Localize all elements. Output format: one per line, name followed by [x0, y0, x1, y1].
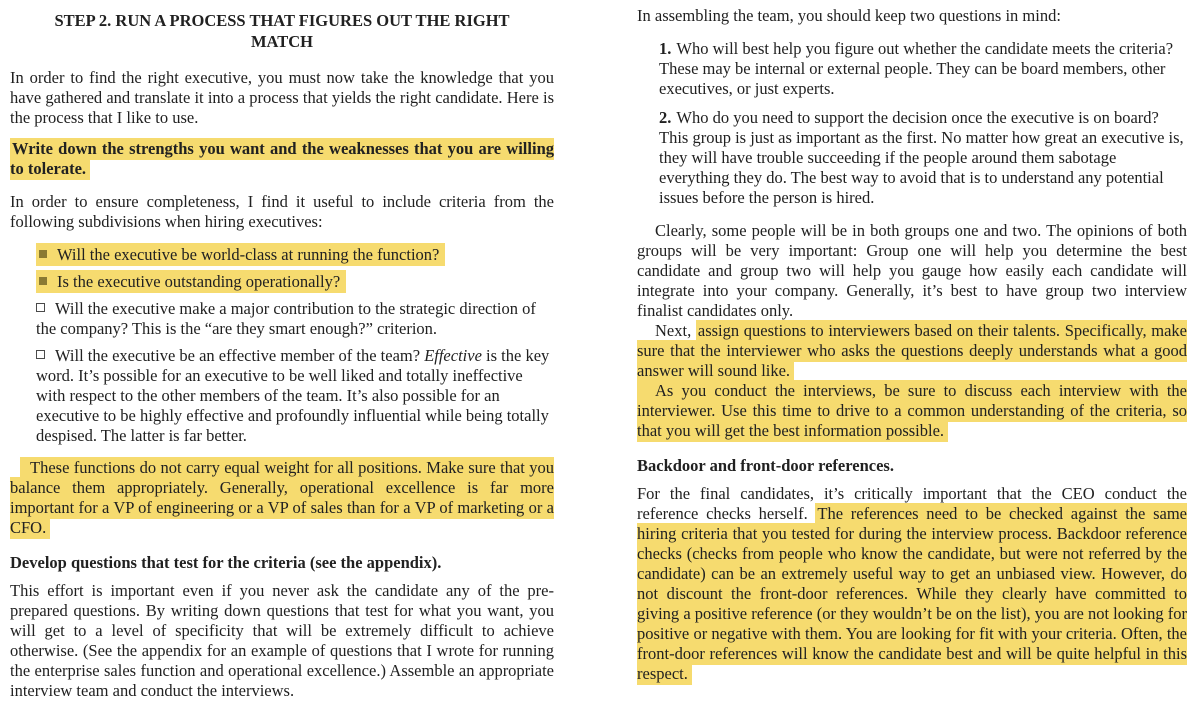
open-square-bullet-icon [36, 303, 45, 312]
subheading-backdoor-references: Backdoor and front-door references. [637, 456, 894, 475]
highlight-mark: The references need to be checked against the same hiring criteria that you tested for during the interview process. Backdoor reference checks (checks from people who know the candidate, but were not referred by the candidate) can be an extremely useful way to get an unbiased view. However, do not discount the front-door references. While they clearly have committed to giving a positive reference (or they wouldn’t be on the list), you are not looking for positive or negative with them. You are looking for fit with your criteria. Often, the front-door references will know the candidate best and will be quite helpful in this respect. [637, 504, 1187, 683]
highlight-mark [36, 243, 445, 266]
item-text: Who do you need to support the decision once the executive is on board? This group is just as important as the first. No matter how great an executive is, they will have trouble succeeding if the people around them sabotage everything they do. The best way to avoid that is to understand any potential issues before the person is hired. [659, 108, 1184, 207]
item-number: 2. [659, 108, 672, 127]
highlighted-heading [10, 139, 554, 179]
section-title: STEP 2. RUN A PROCESS THAT FIGURES OUT THE RIGHT MATCH [54, 11, 510, 51]
filled-square-bullet-icon [39, 250, 47, 258]
paragraph-clearly: Clearly, some people will be in both groups one and two. The opinions of both groups will be very important: Group one will help you determine the best candidate and group two will help you gauge how easily each candidate will integrate into your company. Generally, it’s best to have group two interview finalist candidates only. [637, 221, 1187, 320]
right-column [637, 0, 1187, 684]
bullet-item-operational [10, 272, 554, 292]
italic-term: Effective [424, 346, 482, 365]
numbered-item-1 [637, 39, 1187, 99]
filled-square-bullet-icon [39, 277, 47, 285]
bullet-text: Is the executive outstanding operationally? [57, 272, 341, 291]
paragraph-assembling: In assembling the team, you should keep two questions in mind: [637, 6, 1061, 25]
left-column [10, 0, 554, 701]
bullet-item-world-class [10, 245, 554, 265]
paragraph-effort: This effort is important even if you never ask the candidate any of the pre-prepared questions. By writing down questions that test for what you want, you will get to a level of specificity that will be extremely difficult to achieve otherwise. (See the appendix for an example of questions that I wrote for running the enterprise sales function and operational excellence.) Assemble an appropriate interview team and conduct the interviews. [10, 581, 554, 700]
highlight-mark [36, 270, 346, 293]
numbered-item-2 [637, 108, 1187, 208]
bullet-text: is the key word. It’s possible for an executive to be well liked and totally ineffective with respect to the other members of the team. It’s also possible for an executive to be highly effective and profoundly influential while being totally despised. The latter is far better. [36, 346, 550, 445]
paragraph-intro: In order to find the right executive, you must now take the knowledge that you have gathered and translate it into a process that yields the right candidate. Here is the process that I like to use. [10, 68, 554, 127]
subheading-develop-questions: Develop questions that test for the criteria (see the appendix). [10, 553, 442, 572]
highlighted-paragraph-weights [10, 458, 554, 538]
bullet-text: Will the executive be an effective member of the team? [55, 346, 425, 365]
unhighlighted-prefix: Next, [655, 321, 696, 340]
bullet-text: Will the executive make a major contribution to the strategic direction of the company? This is the “are they smart enough?” criterion. [36, 299, 536, 338]
unhighlighted-prefix: For the final candidates, it’s critically important that the CEO conduct the reference checks herself. [637, 484, 1187, 523]
bullet-item-strategic [10, 299, 554, 339]
highlight-mark: Write down the strengths you want and the weaknesses that you are willing to tolerate. [10, 139, 554, 178]
paragraph-assign-questions [637, 321, 1187, 381]
bullet-text: Will the executive be world-class at running the function? [57, 245, 440, 264]
highlighted-paragraph-conduct [637, 381, 1187, 441]
highlight-mark: These functions do not carry equal weight for all positions. Make sure that you balance them appropriately. Generally, operational excellence is far more important for a VP of engineering or a VP of sales than for a VP of marketing or a CFO. [10, 458, 554, 537]
paragraph-criteria-intro: In order to ensure completeness, I find it useful to include criteria from the following subdivisions when hiring executives: [10, 192, 554, 231]
highlight-mark: As you conduct the interviews, be sure to discuss each interview with the interviewer. Use this time to drive to a common understanding of the criteria, so that you will get the best information possible. [637, 381, 1187, 440]
highlight-mark: assign questions to interviewers based on their talents. Specifically, make sure that the interviewer who asks the questions deeply understands what a good answer will sound like. [637, 321, 1187, 380]
bullet-item-effective [10, 346, 554, 446]
item-text: Who will best help you figure out whether the candidate meets the criteria? These may be internal or external people. They can be board members, other executives, or just experts. [659, 39, 1174, 98]
item-number: 1. [659, 39, 672, 58]
open-square-bullet-icon [36, 350, 45, 359]
paragraph-final-references [637, 484, 1187, 684]
bullet-list [10, 245, 554, 446]
